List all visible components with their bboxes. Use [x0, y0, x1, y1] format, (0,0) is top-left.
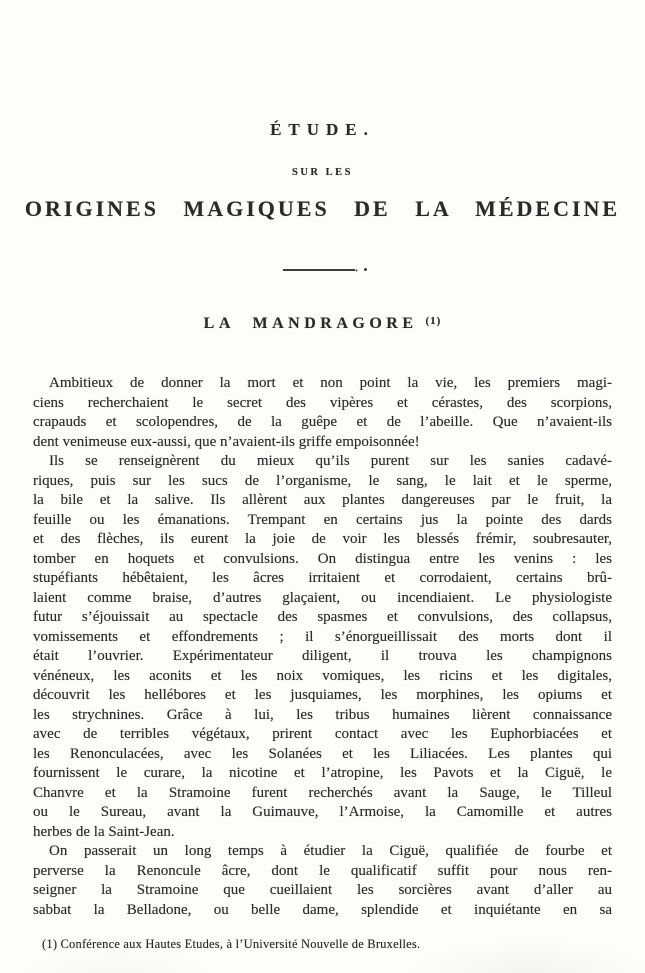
- text-line: herbes de la Saint-Jean.: [33, 823, 175, 840]
- footnote-reference: (1): [425, 315, 442, 327]
- text-line: Chanvre et la Stramoine furent recherchés avant la Sauge, le Tilleul: [33, 784, 612, 801]
- text-line: découvrit les hellébores et les jusquiames, les morphines, les opiums et: [33, 687, 612, 703]
- text-line: avec de terribles végétaux, prirent contact avec les Euphorbiacées et: [33, 726, 612, 742]
- text-line: seigner la Stramoine que cueillaient les sorcières avant d’aller au: [33, 882, 612, 898]
- text-line: vomissements et effondrements ; il s’énorgueillissait des morts dont il: [33, 628, 612, 645]
- text-line: Ils se renseignèrent du mieux qu’ils purent sur les sanies cadavé-: [49, 453, 612, 469]
- text-line: tomber en hoquets et convulsions. On distingua entre les venins : les: [33, 550, 612, 567]
- text-line: stupéfiants hébêtaient, les âcres irritaient et corrodaient, certains brû-: [33, 570, 612, 586]
- text-line: perverse la Renoncule âcre, dont le qualificatif suffit pour nous ren-: [33, 862, 612, 879]
- text-line: la bile et la salive. Ils allèrent aux plantes dangereuses par le fruit, la: [33, 492, 612, 508]
- paragraph: [33, 452, 612, 842]
- text-line: sabbat la Belladone, ou belle dame, splendide et inquiétante en sa: [33, 901, 612, 918]
- text-line: crapauds et scolopendres, de la guêpe et de l’abeille. Que n’avaient-ils: [33, 414, 612, 430]
- text-line: riques, puis sur les sucs de l’organisme, le sang, le lait et le sperme,: [33, 472, 612, 489]
- text-line: les strychnines. Grâce à lui, les tribus humaines lièrent connaissance: [33, 706, 612, 723]
- paragraph: [33, 374, 612, 452]
- text-line: laient comme braise, d’autres glaçaient, ou incendiaient. Le physiologiste: [33, 589, 612, 606]
- section-title: [0, 315, 645, 333]
- section-title-text: LA MANDRAGORE: [203, 315, 418, 332]
- body-text: [33, 374, 612, 920]
- section-divider: [283, 269, 355, 271]
- text-line: feuille ou les émanations. Trempant en certains jus la pointe des dards: [33, 511, 612, 528]
- document-pretitle: ÉTUDE.: [270, 120, 375, 139]
- text-line: Ambitieux de donner la mort et non point la vie, les premiers magi-: [49, 375, 612, 391]
- document-series-label: SUR LES: [292, 167, 353, 178]
- text-line: les Renonculacées, avec les Solanées et les Liliacées. Les plantes qui: [33, 745, 612, 762]
- text-line: futur s’éjouissait au spectacle des spasmes et convulsions, des collapsus,: [33, 609, 612, 625]
- text-line: fournissent le curare, la nicotine et l’atropine, les Pavots et la Ciguë, le: [33, 765, 612, 781]
- text-line: et des flèches, ils eurent la joie de voir les blessés frémir, soubresauter,: [33, 531, 612, 547]
- paragraph: [33, 842, 612, 920]
- footnote: (1) Conférence aux Hautes Etudes, à l’Université Nouvelle de Bruxelles.: [42, 937, 421, 951]
- text-line: ciens recherchaient le secret des vipères et cérastes, des scorpions,: [33, 394, 612, 411]
- text-line: dent venimeuse eux-aussi, que n’avaient-ils griffe empoisonnée!: [33, 433, 420, 450]
- text-line: vénéneux, les aconits et les noix vomiques, les ricins et les digitales,: [33, 667, 612, 684]
- text-line: ou le Sureau, avant la Guimauve, l’Armoise, la Camomille et autres: [33, 804, 612, 820]
- document-title: ORIGINES MAGIQUES DE LA MÉDECINE: [24, 196, 621, 221]
- text-line: On passerait un long temps à étudier la Ciguë, qualifiée de fourbe et: [49, 843, 612, 859]
- text-line: était l’ouvrier. Expérimentateur diligent, il trouva les champignons: [33, 648, 612, 664]
